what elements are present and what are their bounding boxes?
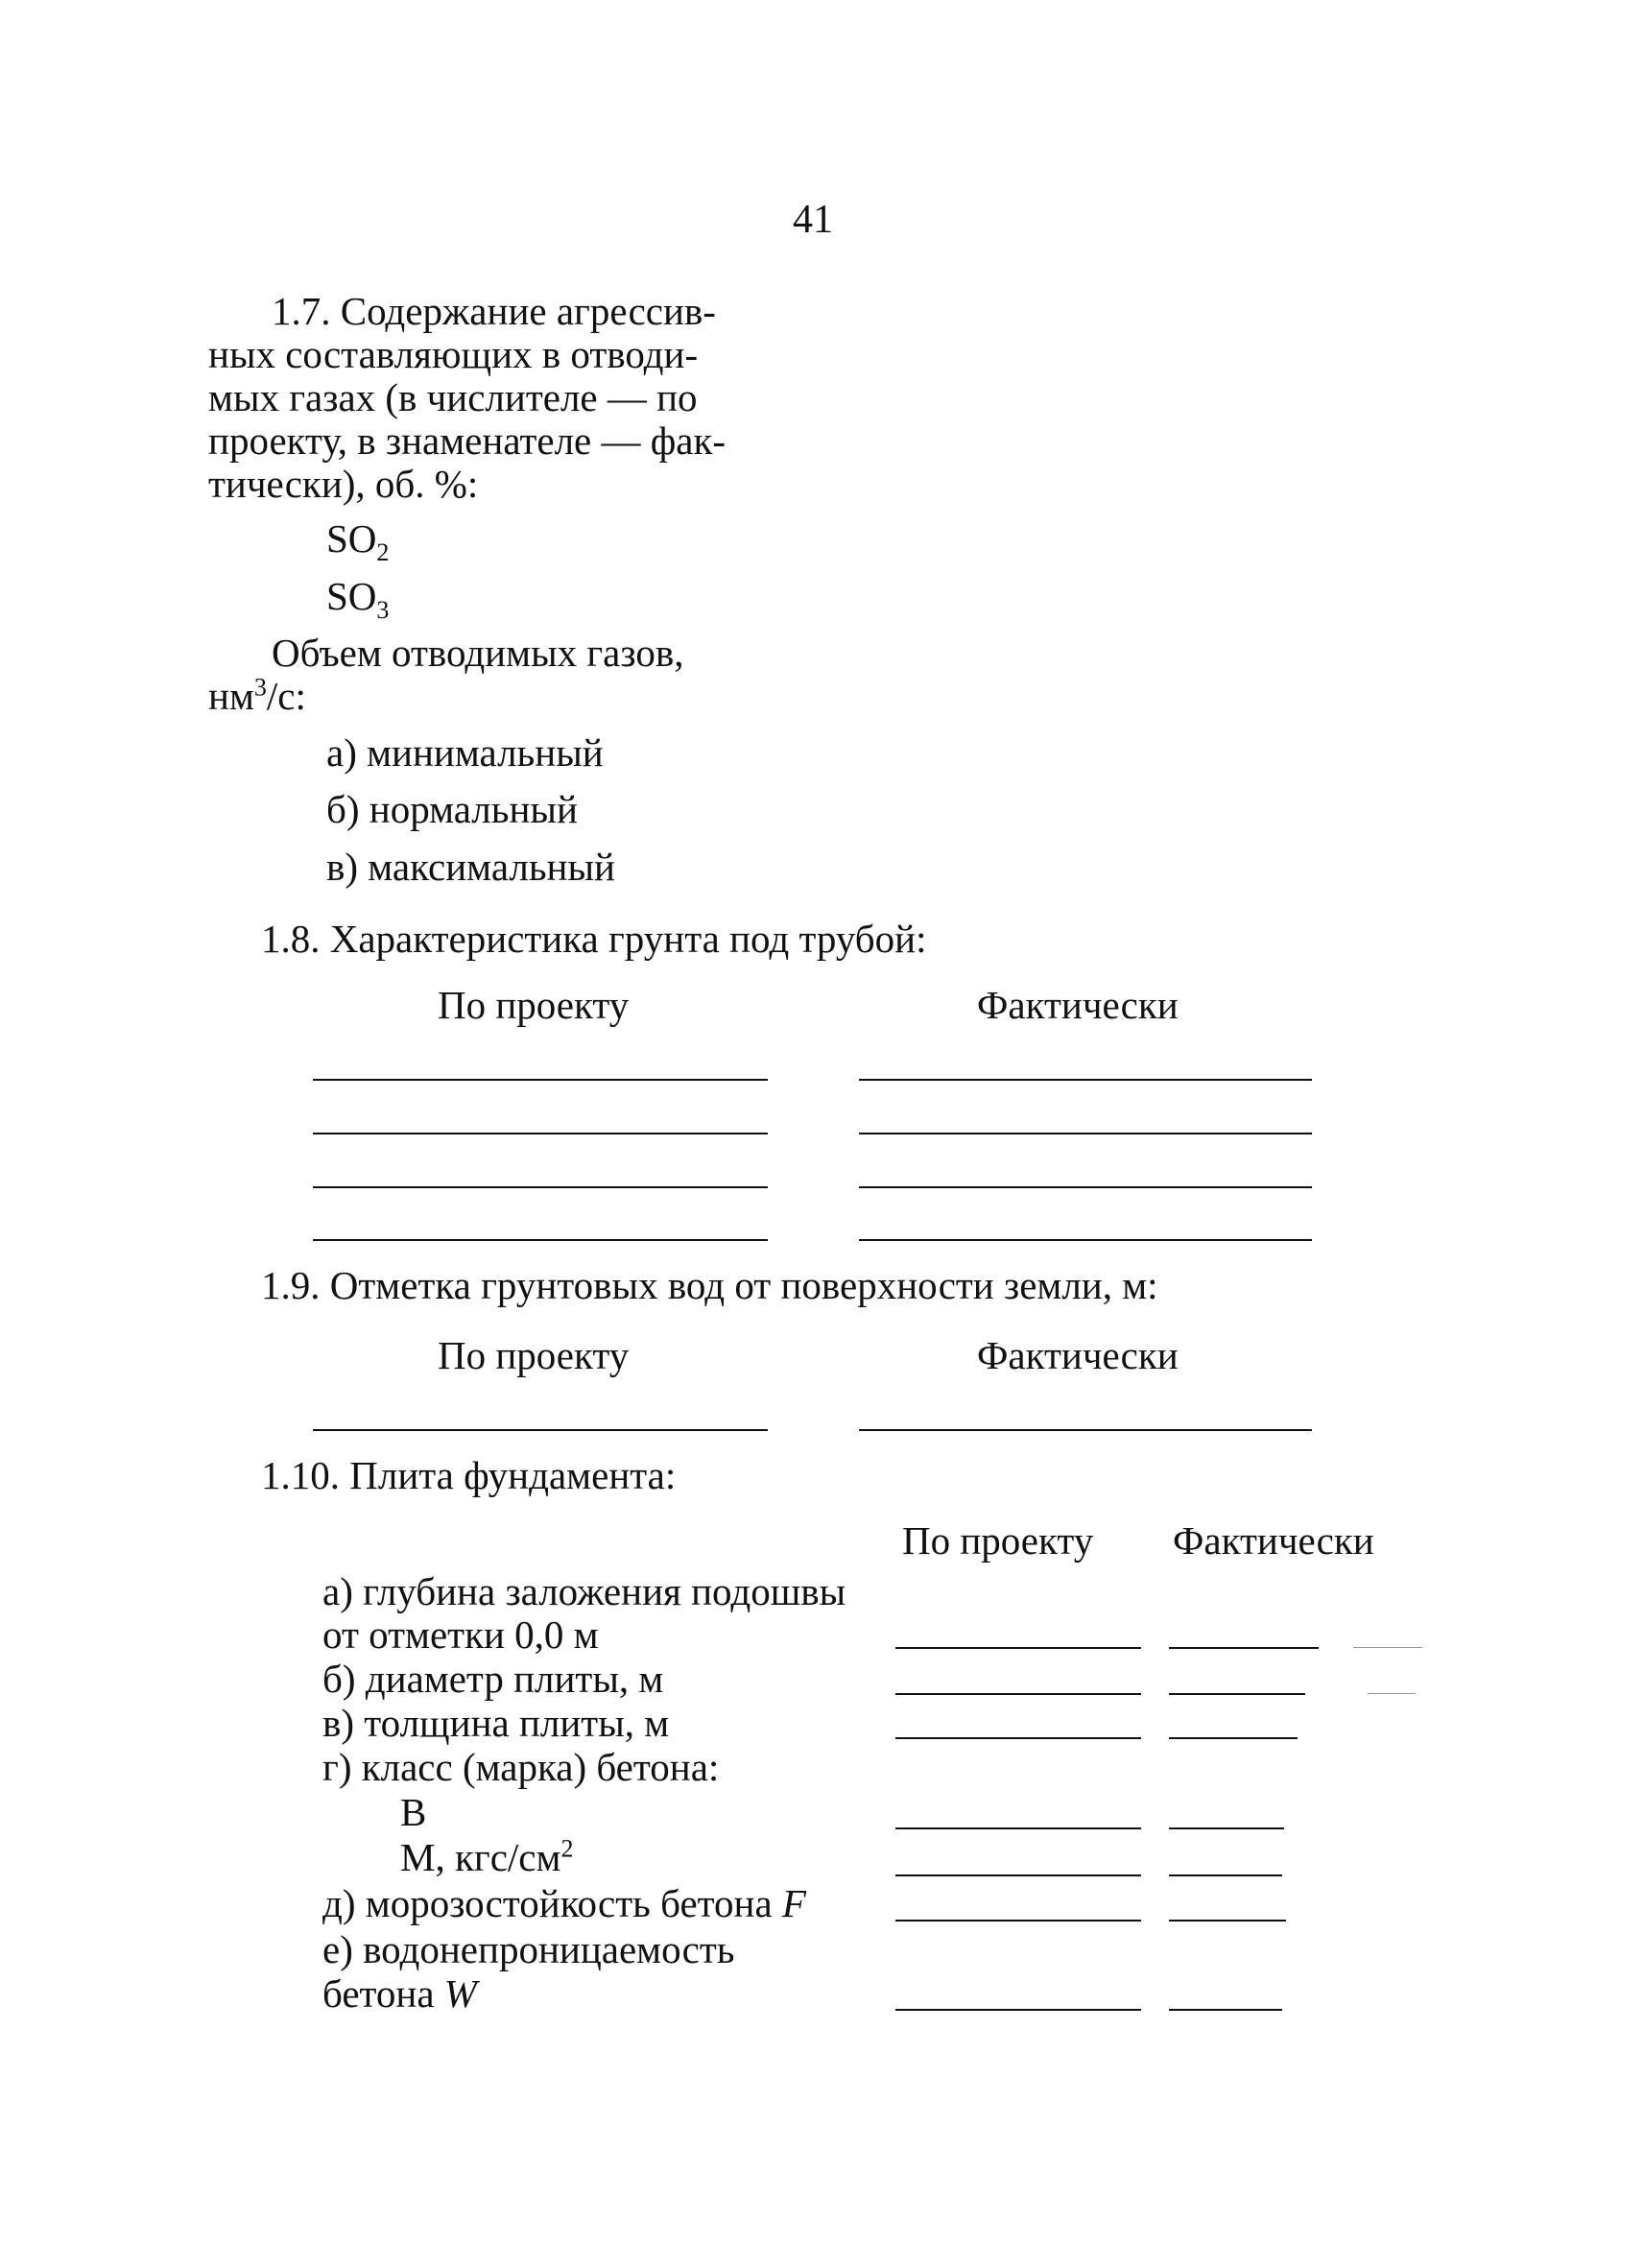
scan-artifact-line-1 (1353, 1647, 1422, 1648)
s18-col-project: По проекту (438, 983, 630, 1027)
s110-a-project-line (895, 1647, 1141, 1649)
s19-col-actual: Фактически (977, 1333, 1179, 1377)
s110-d-mark: М, кгс/$см^2$ (400, 1834, 574, 1879)
page-number: 41 (793, 198, 833, 242)
s110-c-actual-line (1169, 1737, 1298, 1739)
s110-f-project-line (895, 2009, 1141, 2011)
s19-col-project: По проекту (438, 1333, 630, 1377)
s18-project-line-4 (313, 1239, 768, 1241)
s18-project-line-3 (313, 1186, 768, 1188)
s18-title: 1.8. Характеристика грунта под трубой: (261, 917, 927, 961)
s110-d-class: В (400, 1790, 427, 1834)
volume-line-1: Объем отводимых газов, (272, 631, 684, 675)
s18-actual-line-2 (859, 1133, 1312, 1134)
s17-line-5: тически), об. %: (208, 462, 479, 506)
s19-title: 1.9. Отметка грунтовых вод от поверхности земли, м: (261, 1263, 1158, 1307)
s19-project-line (313, 1429, 768, 1431)
volume-item-b: б) нормальный (326, 787, 578, 831)
s110-b-actual-line (1169, 1693, 1305, 1695)
s110-b-project-line (895, 1693, 1141, 1695)
s110-d-class-actual-line (1169, 1827, 1284, 1829)
s110-title: 1.10. Плита фундамента: (261, 1453, 677, 1497)
so2-formula: $SO_2$ (326, 516, 390, 567)
s110-b: б) диаметр плиты, м (322, 1657, 664, 1701)
s18-project-line-2 (313, 1133, 768, 1134)
s17-line-1: 1.7. Содержание агрессив- (272, 289, 716, 333)
volume-item-c: в) максимальный (326, 845, 615, 889)
s110-f-line-1: е) водонепроницаемость (322, 1927, 735, 1971)
s110-col-actual: Фактически (1173, 1518, 1374, 1563)
s110-d-class-project-line (895, 1827, 1141, 1829)
s110-c: в) толщина плиты, м (322, 1701, 670, 1745)
s19-actual-line (859, 1429, 1312, 1431)
s18-actual-line-1 (859, 1079, 1312, 1081)
volume-item-a: а) минимальный (326, 730, 604, 775)
s18-project-line-1 (313, 1079, 768, 1081)
s110-e-actual-line (1169, 1920, 1286, 1922)
s18-actual-line-4 (859, 1239, 1312, 1241)
s110-d-mark-project-line (895, 1874, 1141, 1876)
s17-line-3: мых газах (в числителе — по (208, 375, 698, 419)
s110-d-mark-actual-line (1169, 1874, 1282, 1876)
so3-formula: $SO_3$ (326, 574, 390, 625)
s110-a-actual-line (1169, 1647, 1319, 1649)
s17-line-4: проекту, в знаменателе — фак- (208, 418, 727, 463)
s110-a-line-1: а) глубина заложения подошвы (322, 1569, 846, 1613)
s110-d: г) класс (марка) бетона: (322, 1745, 720, 1789)
s110-f-line-2: бетона W (322, 1971, 477, 2016)
s18-col-actual: Фактически (977, 983, 1179, 1027)
scan-artifact-line-2 (1368, 1693, 1416, 1694)
s110-e-project-line (895, 1920, 1141, 1922)
s17-line-2: ных составляющих в отводи- (208, 332, 699, 376)
s110-c-project-line (895, 1737, 1141, 1739)
s110-col-project: По проекту (902, 1518, 1094, 1563)
s18-actual-line-3 (859, 1186, 1312, 1188)
s110-e: д) морозостойкость бетона F (322, 1881, 806, 1925)
s110-a-line-2: от отметки 0,0 м (322, 1612, 599, 1657)
s110-f-actual-line (1169, 2009, 1282, 2011)
volume-unit: $нм^3/с$: (208, 673, 306, 718)
